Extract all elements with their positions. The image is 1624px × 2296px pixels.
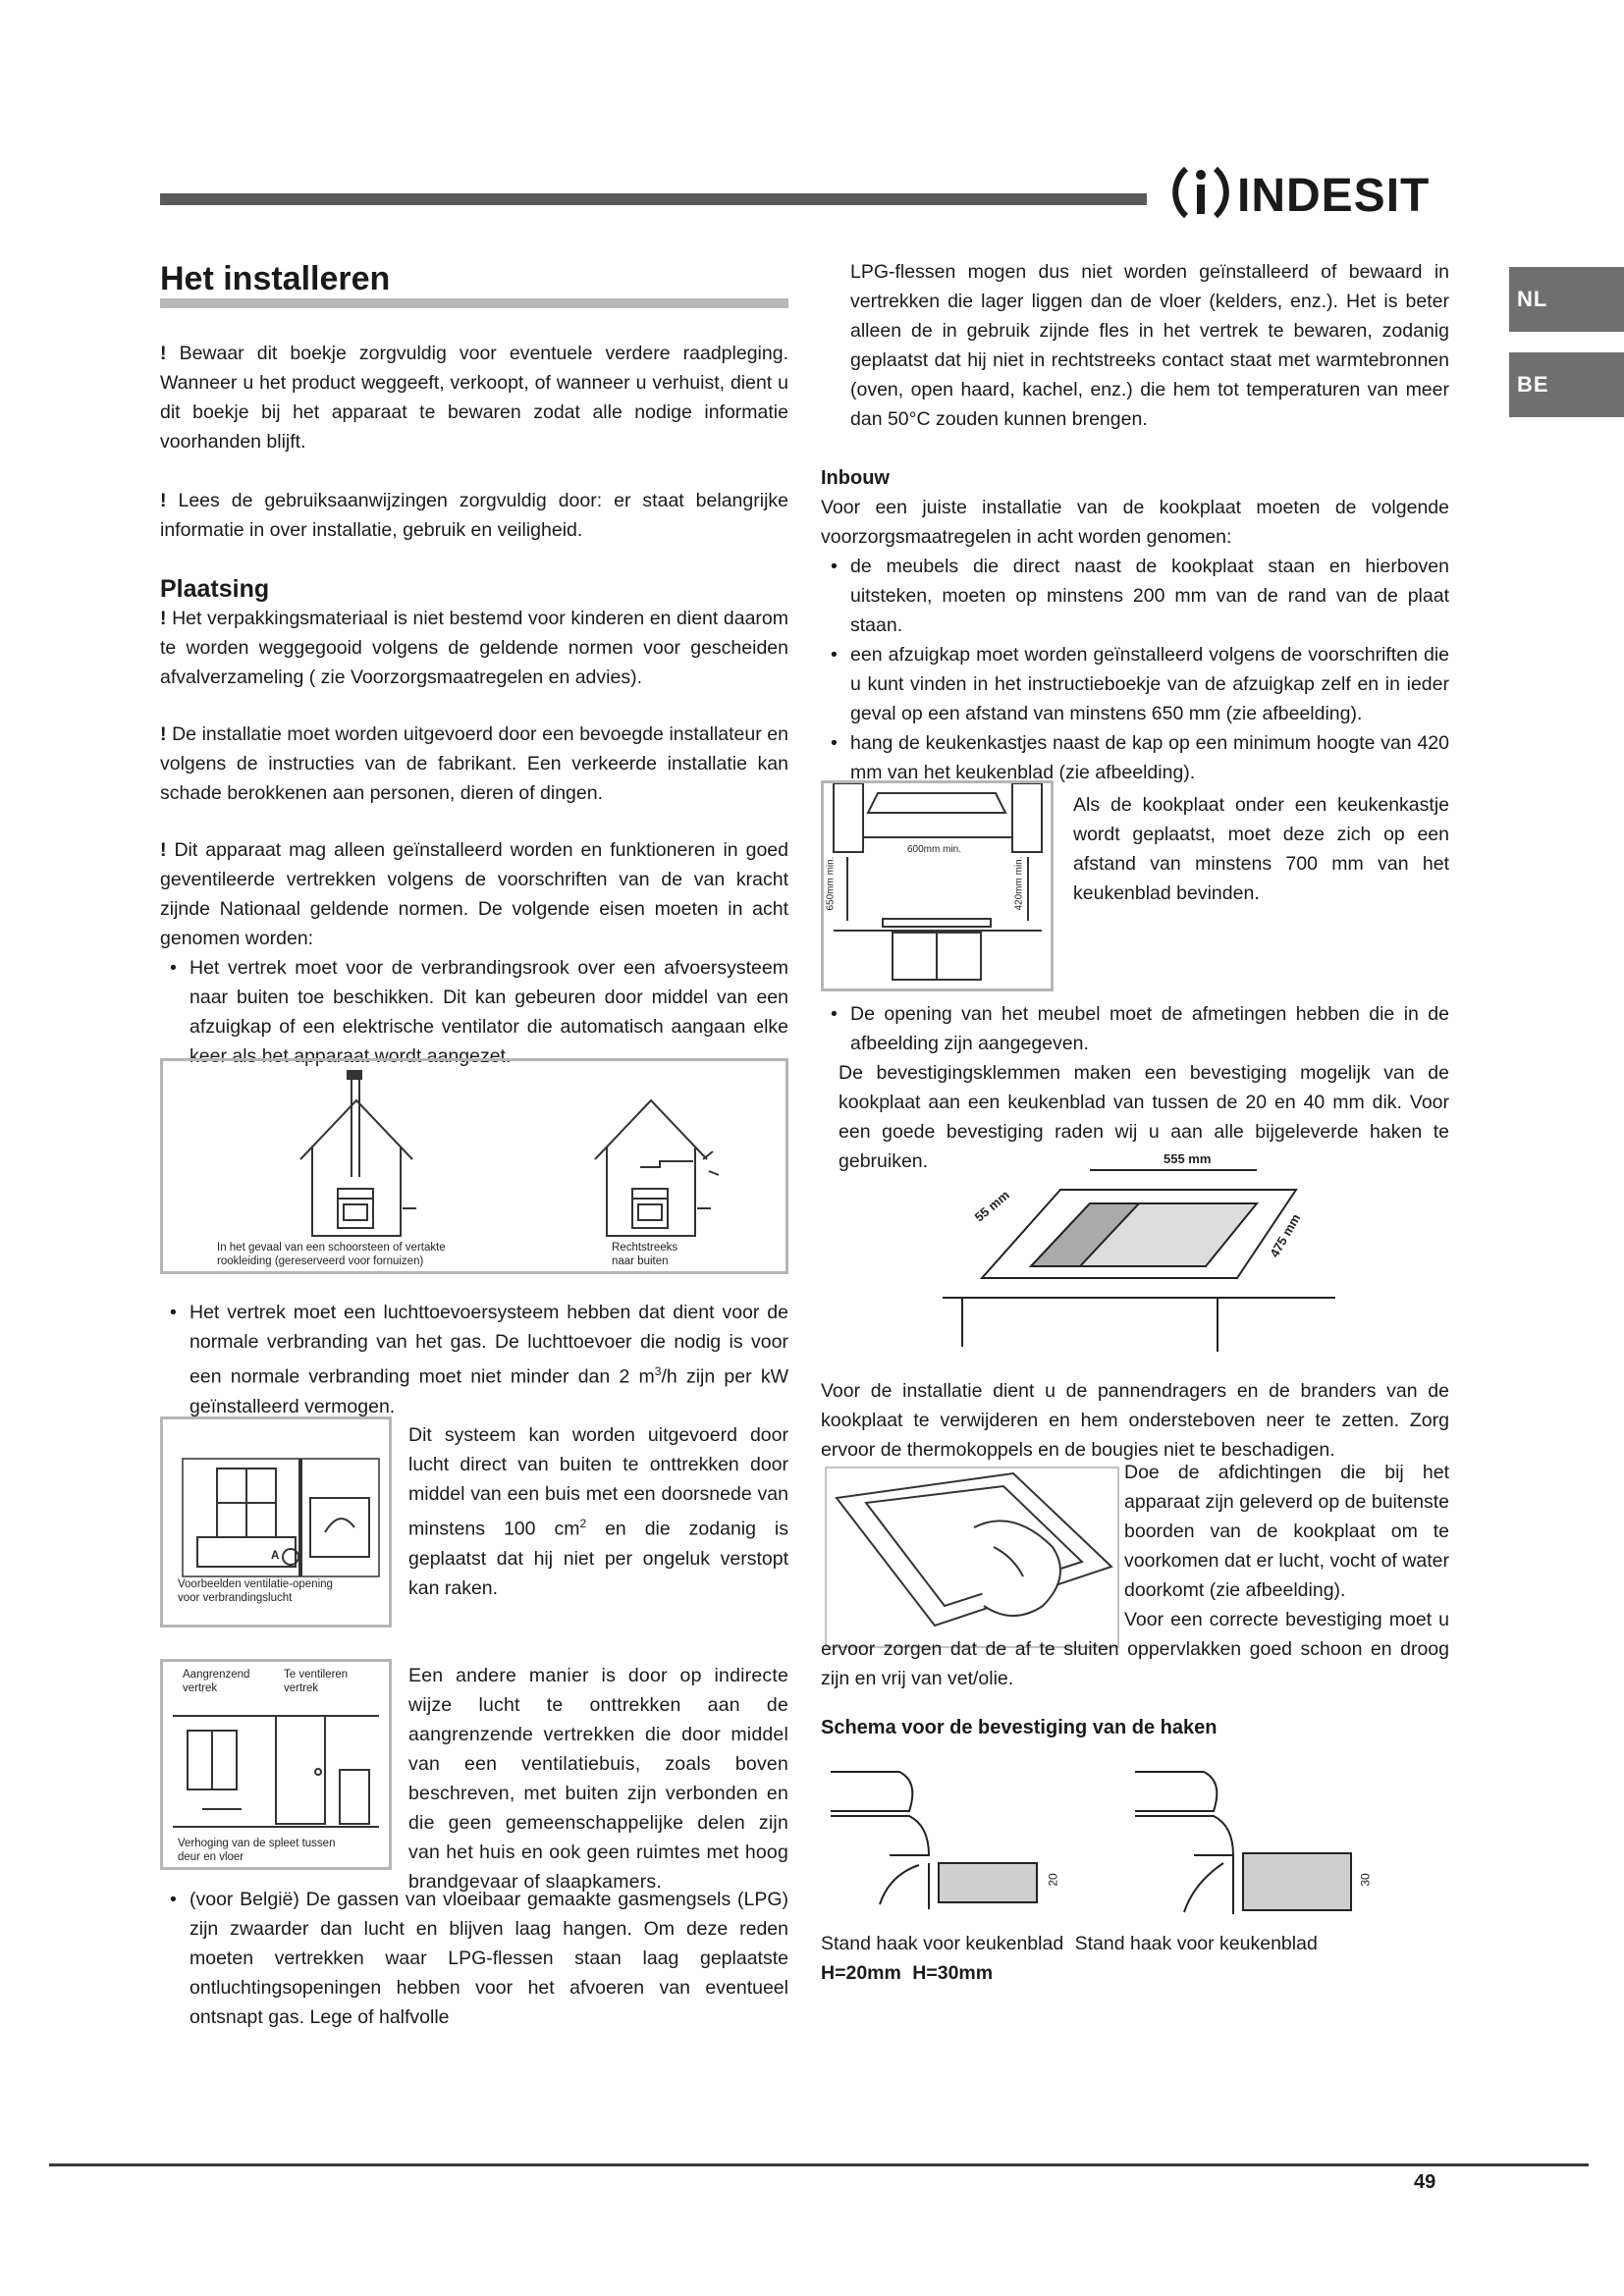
header-bar <box>160 193 1147 205</box>
indirect-label-left: Aangrenzend vertrek <box>183 1669 250 1694</box>
list-item: • Het vertrek moet een luchttoevoersysteem hebben dat dient voor de normale verbranding van het gas. De luchttoevoer die nodig is voor een normale verbranding moet niet minder dan 2 $m^3/h$ zijn per kW geïnstalleerd vermogen. <box>160 1298 788 1421</box>
left-column-top <box>160 339 788 1071</box>
list-item: • een afzuigkap moet worden geïnstalleerd volgens de voorschriften die u kunt vinden in het instructieboekje van de afzuigkap zelf en in ieder geval op een afstand van minstens 650 mm (zie afbeelding). <box>821 640 1449 728</box>
footer-rule <box>49 2163 1589 2166</box>
dim-cabinet: 420mm min. <box>1013 856 1025 911</box>
dim-30: 30 <box>1358 1873 1373 1887</box>
dim-width: 600mm min. <box>907 844 962 855</box>
indirect-label-right: Te ventileren vertrek <box>284 1669 349 1694</box>
list-item: • hang de keukenkastjes naast de kap op een minimum hoogte van 420 mm van het keukenblad (zie afbeelding). <box>821 728 1449 787</box>
dim-20: 20 <box>1046 1873 1060 1887</box>
houses-drawing <box>163 1061 785 1271</box>
section-heading-schema: Schema voor de bevestiging van de haken <box>821 1717 1218 1738</box>
hook-label-a: Stand haak voor keukenblad <box>821 1933 1064 1954</box>
section-heading-plaatsing: Plaatsing <box>160 575 270 603</box>
hook-h-a: H=20mm <box>821 1962 901 1984</box>
dim-hood: 650mm min. <box>825 856 837 911</box>
left-column-air-supply <box>160 1298 788 1421</box>
figure-indirect-ventilation <box>160 1659 392 1870</box>
hooks-drawing <box>821 1767 1449 1924</box>
dim-475: 475 mm <box>1267 1211 1304 1260</box>
brand-name: INDESIT <box>1237 170 1431 222</box>
dim-55: 55 mm <box>971 1187 1012 1225</box>
plaatsing-paragraph-1: ! Het verpakkingsmateriaal is niet bestemd voor kinderen en dient daarom te worden weggegooid volgens de geldende normen voor gescheiden afvalverzameling ( zie Voorzorgsmaatregelen en advies). <box>160 608 788 688</box>
vent-text: Dit systeem kan worden uitgevoerd door lucht direct van buiten te onttrekken door middel van een buis met een doorsnede van minstens 100 $cm^2$ en die zodanig is geplaatst dat hij niet per ongeluk verstopt kan raken. <box>408 1424 788 1599</box>
hook-h-b: H=30mm <box>912 1962 994 1984</box>
list-item: • de meubels die direct naast de kookplaat staan en hierboven uitsteken, moeten op minstens 200 mm van de rand van de plaat staan. <box>821 552 1449 640</box>
inbouw-intro: Voor een juiste installatie van de kookplaat moeten de volgende voorzorgsmaatregelen in acht worden genomen: <box>821 497 1449 548</box>
plaatsing-paragraph-3: ! Dit apparaat mag alleen geïnstalleerd worden en funktioneren in goed geventileerde vertrekken volgens de voorschriften van de van kracht zijnde Nationaal geldende normen. De volgende eisen moeten in acht genomen worden: <box>160 839 788 949</box>
list-item: • Het vertrek moet voor de verbrandingsrook over een afvoersysteem naar buiten toe beschikken. Dit kan gebeuren door middel van een afzuigkap of een elektrische ventilator die automatisch aangaan elke keer als het apparaat wordt aangezet. <box>160 953 788 1071</box>
list-item: • De opening van het meubel moet de afmetingen hebben die in de afbeelding zijn aangegeven. <box>821 999 1449 1058</box>
left-column-lpg <box>160 1885 788 2032</box>
ventilation-list <box>160 953 788 1071</box>
houses-caption-right: Rechtstreeks naar buiten <box>612 1242 678 1267</box>
lpg-continued: LPG-flessen mogen dus niet worden geïnstalleerd of bewaard in vertrekken die lager liggen dan de vloer (kelders, enz.). Het is beter alleen de in gebruik zijnde fles in het vertrek te bewaren, zodanig geplaatst dat hij niet in rechtstreeks contact staat met warmtebronnen (oven, open haard, kachel, enz.) die hem tot temperaturen van meer dan 50°C zouden kunnen brengen. <box>850 261 1449 430</box>
intro-paragraph-2: ! Lees de gebruiksaanwijzingen zorgvuldig door: er staat belangrijke informatie in over installatie, gebruik en veiligheid. <box>160 490 788 541</box>
intro-paragraph-1: ! Bewaar dit boekje zorgvuldig voor eventuele verdere raadpleging. Wanneer u het product weggeeft, verkoopt, of wanneer u verhuist, dient u dit boekje bij het apparaat te bewaren zodat alle nodige informatie voorhanden blijft. <box>160 343 788 453</box>
indirect-caption: Verhoging van de spleet tussen deur en vloer <box>178 1838 336 1863</box>
hook-labels <box>821 1929 1449 1988</box>
lang-tab-nl[interactable]: NL <box>1509 267 1624 332</box>
clamps-text: De bevestigingsklemmen maken een bevestiging mogelijk van de kookplaat aan een keukenblad van tussen de 20 en 40 mm dik. Voor een goede bevestiging raden wij u aan alle bijgeleverde haken te gebruiken. <box>839 1062 1449 1172</box>
houses-caption-left: In het gevaal van een schoorsteen of vertakte rookleiding (gereserveerd voor fornuizen) <box>217 1242 446 1267</box>
right-column-opening <box>821 999 1449 1176</box>
figure-kitchen-clearances <box>821 780 1054 991</box>
figure-hook-positions <box>821 1767 1449 1924</box>
lang-tab-be[interactable]: BE <box>1509 352 1624 417</box>
seal-text-1: Doe de afdichtingen die bij het apparaat zijn geleverd op de buitenste boorden van de kookplaat om te voorkomen dat er lucht, vocht of water doorkomt (zie afbeelding). <box>1124 1462 1449 1601</box>
cabinet-text: Als de kookplaat onder een keukenkastje wordt geplaatst, moet deze zich op een afstand van minstens 700 mm van het keukenblad bevinden. <box>1073 794 1449 904</box>
section-heading-inbouw: Inbouw <box>821 467 890 489</box>
brand-logo <box>1164 155 1459 226</box>
right-column-top <box>821 257 1449 787</box>
figure-ventilation-houses <box>160 1058 788 1274</box>
page-number: 49 <box>1414 2171 1436 2193</box>
plaatsing-paragraph-2: ! De installatie moet worden uitgevoerd door een bevoegde installateur en volgens de instructies van de fabrikant. Een verkeerde installatie kan schade berokkenen aan personen, dieren of dingen. <box>160 723 788 804</box>
vent-caption: Voorbeelden ventilatie-opening voor verbrandingslucht <box>178 1578 333 1604</box>
inbouw-list <box>821 552 1449 787</box>
figure-cutout-dimensions <box>943 1150 1335 1366</box>
figure-ventilation-opening <box>160 1416 392 1628</box>
remove-burners-text: Voor de installatie dient u de pannendragers en de branders van de kookplaat te verwijderen en hem ondersteboven neer te zetten. Zorg ervoor de thermokoppels en de bougies niet te beschadigen. <box>821 1380 1449 1461</box>
list-item: • (voor België) De gassen van vloeibaar gemaakte gasmengsels (LPG) zijn zwaarder dan lucht en blijven laag hangen. Om deze reden moeten vertrekken waar LPG-flessen staan laag geplaatste ontluchtingsopeningen hebben voor het afvoeren van eventueel ontsnapt gas. Lege of halfvolle <box>160 1885 788 2032</box>
seal-text-2: Voor een correcte bevestiging moet u ervoor zorgen dat de af te sluiten oppervlakken goed schoon en droog zijn en vrij van vet/olie. <box>821 1609 1449 1689</box>
vent-label-a: A <box>271 1550 280 1562</box>
indirect-text: Een andere manier is door op indirecte wijze lucht te onttrekken aan de aangrenzende vertrekken die door middel van een ventilatiebuis, zoals boven beschreven, met buiten zijn verbonden en die geen gemeenschappelijke delen zijn van het huis en ook geen ruimtes met hoog brandgevaar of slaapkamers. <box>408 1665 788 1893</box>
dim-555: 555 mm <box>1164 1151 1212 1166</box>
page-title: Het installeren <box>160 257 788 308</box>
hook-label-b: Stand haak voor keukenblad <box>1074 1933 1318 1954</box>
